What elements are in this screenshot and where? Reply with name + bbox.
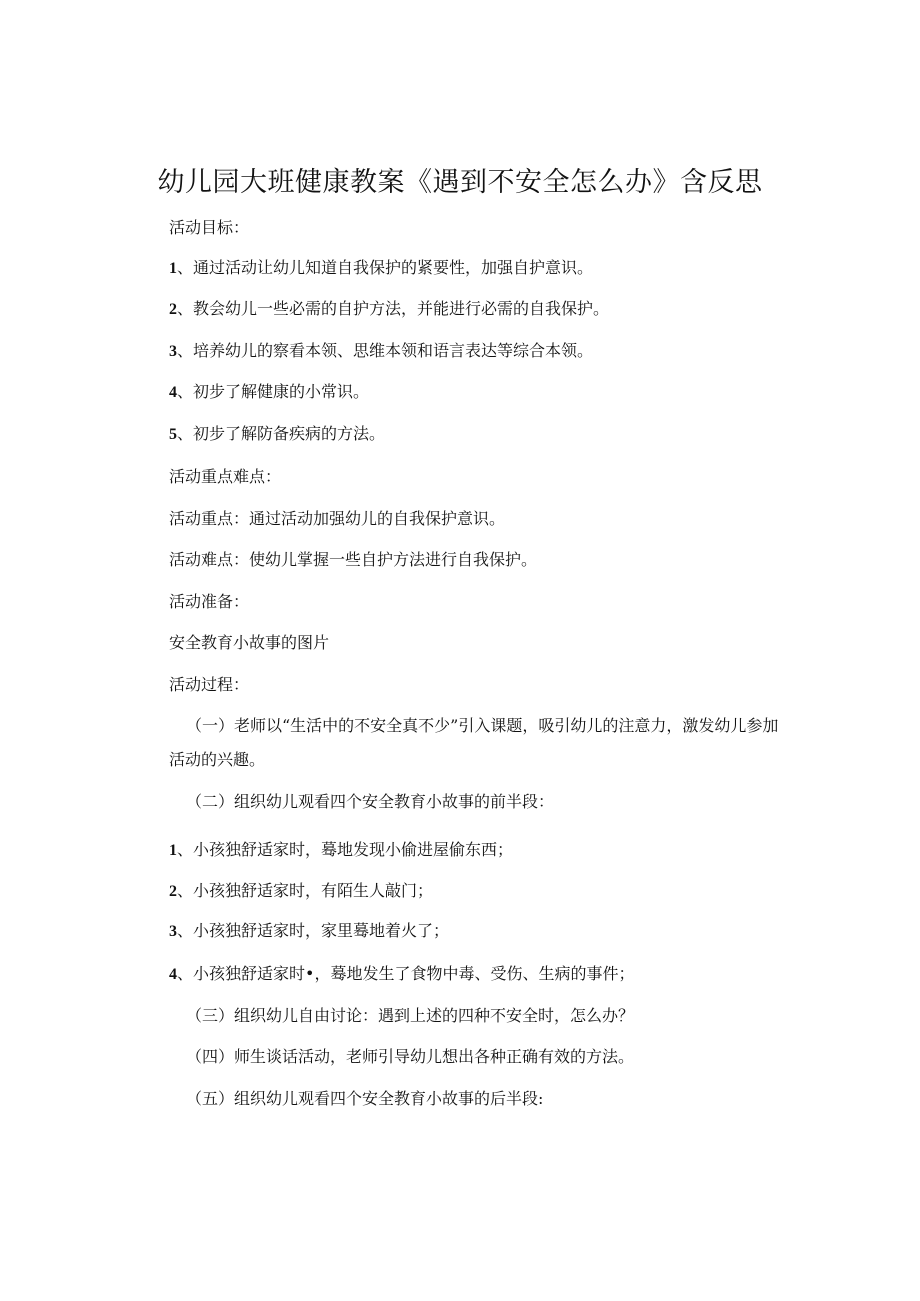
story-number: 3 <box>169 923 177 940</box>
story-text: 、小孩独舒适家时，有陌生人敲门； <box>177 881 434 900</box>
story-item-3 <box>169 920 449 943</box>
goal-number: 4 <box>169 384 177 401</box>
story-item-1 <box>169 839 513 862</box>
process-step-5: （五）组织幼儿观看四个安全教育小故事的后半段: <box>186 1089 544 1108</box>
goal-item-2 <box>169 298 609 321</box>
goal-item-1 <box>169 257 593 280</box>
goal-item-4 <box>169 381 369 404</box>
goal-text: 、初步了解健康的小常识。 <box>177 382 370 401</box>
story-number: 1 <box>169 842 177 859</box>
prep-item: 安全教育小故事的图片 <box>169 633 330 652</box>
goal-number: 2 <box>169 301 177 318</box>
story-number: 4 <box>169 966 177 983</box>
difficult-point: 活动难点：使幼儿掌握一些自护方法进行自我保护。 <box>169 550 538 569</box>
goal-number: 1 <box>169 260 177 277</box>
goal-number: 3 <box>169 343 177 360</box>
goal-text: 、初步了解防备疾病的方法。 <box>177 424 386 443</box>
story-text: 、小孩独舒适家时，家里蓦地着火了； <box>177 921 450 940</box>
goal-text: 、教会幼儿一些必需的自护方法，并能进行必需的自我保护。 <box>177 299 610 318</box>
process-step-2: （二）组织幼儿观看四个安全教育小故事的前半段： <box>186 792 555 811</box>
goal-number: 5 <box>169 426 177 443</box>
goal-item-3 <box>169 340 593 363</box>
process-step-3: （三）组织幼儿自由讨论：遇到上述的四种不安全时，怎么办？ <box>186 1006 635 1025</box>
story-text: 、小孩独舒适家时，蓦地发现小偷进屋偷东西； <box>177 840 514 859</box>
story-item-2 <box>169 880 433 903</box>
story-text: 、小孩独舒适家时•，蓦地发生了食物中毒、受伤、生病的事件； <box>177 964 635 983</box>
goal-item-5 <box>169 423 385 446</box>
key-heading: 活动重点难点： <box>169 467 282 486</box>
key-point: 活动重点：通过活动加强幼儿的自我保护意识。 <box>169 509 506 528</box>
goal-text: 、通过活动让幼儿知道自我保护的紧要性，加强自护意识。 <box>177 258 594 277</box>
goals-heading: 活动目标： <box>169 218 250 237</box>
process-step-4: （四）师生谈话活动，老师引导幼儿想出各种正确有效的方法。 <box>186 1047 635 1066</box>
prep-heading: 活动准备： <box>169 592 250 611</box>
process-heading: 活动过程： <box>169 675 250 694</box>
story-item-4 <box>169 963 634 986</box>
process-step-1: （一）老师以“生活中的不安全真不少”引入课题，吸引幼儿的注意力，激发幼儿参加活动的兴趣。 <box>169 716 779 769</box>
goal-text: 、培养幼儿的察看本领、思维本领和语言表达等综合本领。 <box>177 341 594 360</box>
document-title: 幼儿园大班健康教案《遇到不安全怎么办》含反思 <box>157 167 763 198</box>
story-number: 2 <box>169 883 177 900</box>
